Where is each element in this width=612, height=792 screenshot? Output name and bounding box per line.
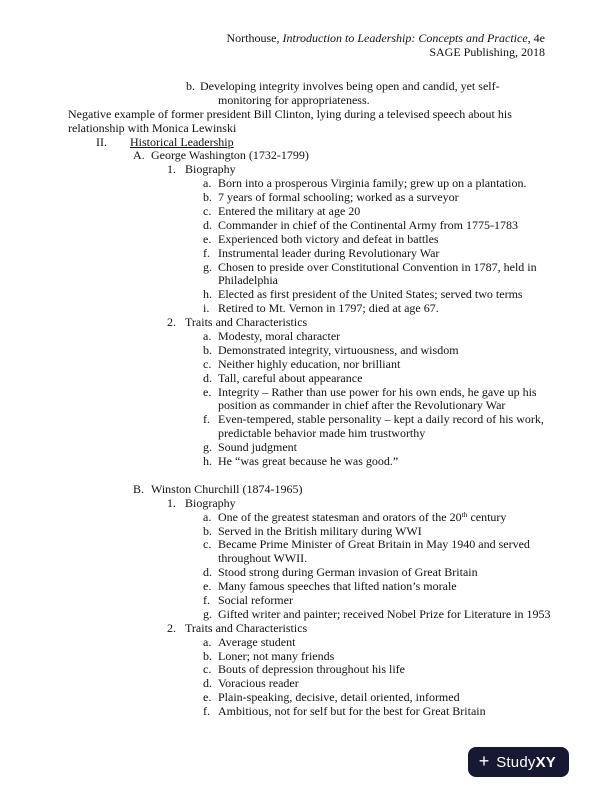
list-marker: b. (186, 79, 195, 93)
outline-text: Demonstrated integrity, virtuousness, and wisdom (218, 342, 459, 357)
outline-text: Stood strong during German invasion of Great Britain (218, 565, 478, 580)
outline-line (0, 316, 612, 330)
outline-text: Commander in chief of the Continental Army from 1775-1783 (218, 217, 518, 232)
list-marker: 1. (167, 495, 176, 510)
logo-study: Study (496, 753, 536, 771)
list-marker: A. (133, 148, 145, 163)
outline-line (0, 455, 612, 469)
outline-text: Even-tempered, stable personality – kept a daily record of his work, (218, 412, 544, 427)
outline-lines (0, 80, 612, 719)
outline-line (0, 177, 612, 191)
page-header (226, 32, 545, 60)
outline-line (0, 691, 612, 705)
list-marker: e. (203, 690, 212, 705)
outline-text: Bouts of depression throughout his life (218, 662, 405, 677)
list-marker: a. (203, 329, 212, 344)
outline-text: Retired to Mt. Vernon in 1797; died at age 67. (218, 301, 439, 316)
outline-text: Chosen to preside over Constitutional Convention in 1787, held in (218, 259, 537, 274)
list-marker: 2. (167, 315, 176, 330)
outline-text: Gifted writer and painter; received Nobel Prize for Literature in 1953 (218, 606, 551, 621)
outline-text: Ambitious, not for self but for the best for Great Britain (218, 704, 486, 719)
outline-line (0, 233, 612, 247)
outline-continuation-line (0, 94, 612, 108)
text-run: century (467, 509, 507, 524)
outline-text: Traits and Characteristics (185, 620, 308, 635)
list-marker: f. (203, 704, 210, 719)
outline-line (0, 330, 612, 344)
outline-line (0, 608, 612, 622)
list-marker: b. (203, 342, 212, 357)
outline-line (0, 205, 612, 219)
outline-line (0, 149, 612, 163)
outline-line (0, 525, 612, 539)
list-marker: c. (203, 537, 212, 552)
outline-line (0, 511, 612, 525)
list-marker: h. (203, 454, 212, 469)
outline-continuation-line (0, 108, 612, 122)
outline-line (0, 497, 612, 511)
list-marker: g. (203, 259, 212, 274)
list-marker: 1. (167, 162, 176, 177)
outline-text (218, 510, 506, 524)
list-marker: b. (203, 523, 212, 538)
text-run: One of the greatest statesman and orators of the 20 (218, 509, 462, 524)
outline-line (0, 302, 612, 316)
list-marker: f. (203, 245, 210, 260)
list-marker: 2. (167, 620, 176, 635)
outline-line (0, 566, 612, 580)
list-marker: e. (203, 579, 212, 594)
list-marker: a. (203, 634, 212, 649)
outline-line (0, 261, 612, 275)
outline-text: Modesty, moral character (218, 329, 341, 344)
outline-line (0, 580, 612, 594)
list-marker: f. (203, 412, 210, 427)
outline-text: Historical Leadership (130, 134, 234, 149)
list-marker: d. (203, 370, 212, 385)
outline-text: relationship with Monica Lewinski (68, 120, 237, 135)
outline-text: Social reformer (218, 592, 293, 607)
outline-text: Philadelphia (218, 273, 278, 288)
blank-line (0, 469, 612, 483)
list-marker: d. (203, 217, 212, 232)
outline-text: Became Prime Minister of Great Britain in May 1940 and served (218, 537, 530, 552)
citation-title: Introduction to Leadership: Concepts and Practice (282, 31, 528, 45)
list-marker: d. (203, 565, 212, 580)
outline-text: George Washington (1732-1799) (151, 148, 309, 163)
outline-continuation-line (0, 274, 612, 288)
outline-text: 7 years of formal schooling; worked as a surveyor (218, 190, 459, 205)
outline-text: Plain-speaking, decisive, detail oriented, informed (218, 690, 460, 705)
outline-text: throughout WWII. (218, 551, 308, 566)
header-citation (226, 32, 545, 46)
outline-line (0, 413, 612, 427)
outline-text: Entered the military at age 20 (218, 204, 361, 219)
outline-continuation-line (0, 122, 612, 136)
list-marker: i. (203, 301, 210, 316)
outline-text: Served in the British military during WWI (218, 523, 422, 538)
outline-text: Tall, careful about appearance (218, 370, 363, 385)
list-marker: e. (203, 231, 212, 246)
outline-text: position as commander in chief after the Revolutionary War (218, 398, 506, 413)
list-marker: c. (203, 204, 212, 219)
outline-continuation-line (0, 427, 612, 441)
outline-line (0, 650, 612, 664)
outline-line (0, 219, 612, 233)
superscript-text: th (461, 509, 468, 519)
studyxy-logo (468, 747, 569, 777)
list-marker: c. (203, 662, 212, 677)
outline-text: Instrumental leader during Revolutionary War (218, 245, 440, 260)
logo-wordmark (496, 754, 556, 771)
outline-text: Many famous speeches that lifted nation’s morale (218, 579, 457, 594)
outline-line (0, 288, 612, 302)
list-marker: f. (203, 592, 210, 607)
logo-xy: XY (535, 753, 556, 771)
list-marker: B. (133, 481, 145, 496)
plus-icon: + (478, 751, 490, 771)
list-marker: g. (203, 440, 212, 455)
outline-line (0, 191, 612, 205)
outline-line (0, 677, 612, 691)
outline-text: Biography (185, 162, 236, 177)
outline-line (0, 358, 612, 372)
outline-text: Sound judgment (218, 440, 298, 455)
outline-line (0, 594, 612, 608)
citation-author: Northouse, (226, 31, 283, 45)
outline-line (0, 344, 612, 358)
outline-line (0, 622, 612, 636)
list-marker: a. (203, 176, 212, 191)
outline-line (0, 136, 612, 150)
list-marker: b. (203, 190, 212, 205)
list-marker: d. (203, 676, 212, 691)
outline-line (0, 636, 612, 650)
citation-edition: , 4e (527, 31, 545, 45)
outline-text: Negative example of former president Bill Clinton, lying during a televised speech about his (68, 106, 512, 121)
outline-line (0, 386, 612, 400)
list-marker: a. (203, 509, 212, 524)
outline-line (0, 372, 612, 386)
outline-text: Traits and Characteristics (185, 315, 308, 330)
outline-text: Developing integrity involves being open and candid, yet self- (200, 79, 500, 93)
outline-line (0, 247, 612, 261)
outline-line (0, 538, 612, 552)
outline-text: Loner; not many friends (218, 648, 335, 663)
list-marker: b. (203, 648, 212, 663)
outline-text: predictable behavior made him trustworthy (218, 426, 426, 441)
outline-line (0, 663, 612, 677)
outline-text: Voracious reader (218, 676, 299, 691)
header-publisher: SAGE Publishing, 2018 (429, 44, 545, 59)
list-marker: h. (203, 287, 212, 302)
outline-line (0, 80, 612, 94)
outline-line (0, 441, 612, 455)
outline-text: Experienced both victory and defeat in battles (218, 231, 439, 246)
outline-text: monitoring for appropriateness. (218, 92, 370, 107)
outline-line (0, 163, 612, 177)
list-marker: II. (96, 134, 107, 149)
list-marker: c. (203, 356, 212, 371)
outline-text: Winston Churchill (1874-1965) (151, 481, 303, 496)
outline-text: Elected as first president of the United States; served two terms (218, 287, 523, 302)
outline-line (0, 483, 612, 497)
outline-text: Average student (218, 634, 296, 649)
outline-text: Neither highly education, nor brilliant (218, 356, 401, 371)
outline-continuation-line (0, 552, 612, 566)
list-marker: g. (203, 606, 212, 621)
outline-line (0, 705, 612, 719)
outline-text: Born into a prosperous Virginia family; grew up on a plantation. (218, 176, 527, 191)
outline-text: He “was great because he was good.” (218, 454, 399, 469)
outline-text: Biography (185, 495, 236, 510)
list-marker: e. (203, 384, 212, 399)
outline-text: Integrity – Rather than use power for his own ends, he gave up his (218, 384, 537, 399)
outline-continuation-line (0, 399, 612, 413)
